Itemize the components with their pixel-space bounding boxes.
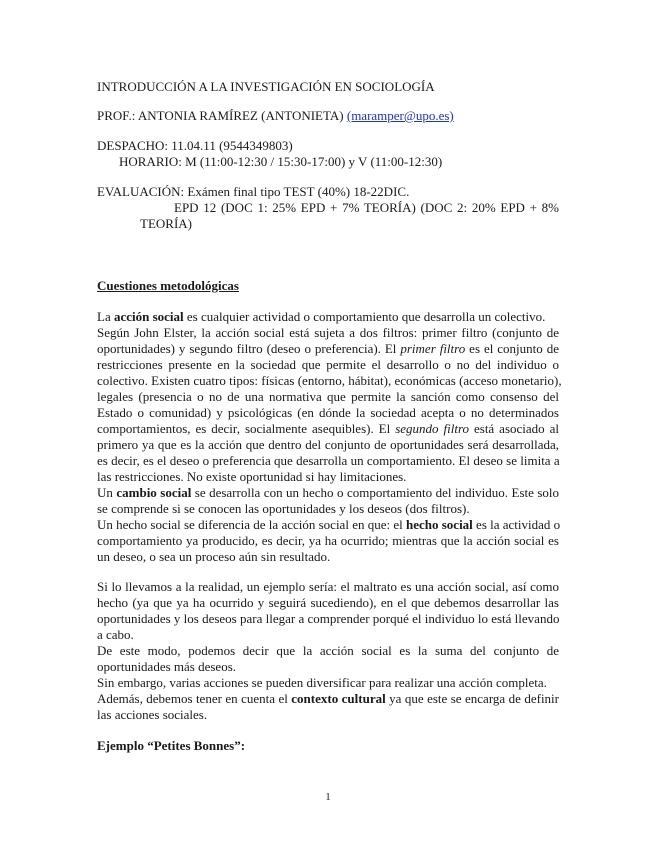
- term-cambio-social: cambio social: [116, 485, 192, 500]
- paragraph-5-line: oportunidades más deseos.: [97, 659, 237, 674]
- section-heading: Cuestiones metodológicas: [97, 278, 239, 293]
- paragraph-1-line: Según John Elster, la acción social está sujeta a dos filtros: primer filtro (conjunto de: [97, 325, 559, 340]
- term-segundo-filtro: segundo filtro: [395, 421, 470, 436]
- paragraph-5-line: De este modo, podemos decir que la acción social es la suma del conjunto de: [97, 643, 559, 658]
- example-heading: Ejemplo “Petites Bonnes”:: [97, 738, 246, 753]
- evaluation-line-2: EPD 12 (DOC 1: 25% EPD + 7% TEORÍA) (DOC 2: 20% EPD + 8%: [174, 200, 559, 215]
- course-title: INTRODUCCIÓN A LA INVESTIGACIÓN EN SOCIOLOGÍA: [97, 79, 435, 94]
- hours-line: HORARIO: M (11:00-12:30 / 15:30-17:00) y V (11:00-12:30): [119, 154, 443, 169]
- term-accion-social: acción social: [113, 309, 184, 324]
- evaluation-line-3: TEORÍA): [140, 216, 192, 231]
- term-contexto-cultural: contexto cultural: [291, 691, 386, 706]
- paragraph-7-line: Además, debemos tener en cuenta el contexto cultural ya que este se encarga de definir: [97, 691, 559, 706]
- paragraph-6-line: Sin embargo, varias acciones se pueden diversificar para realizar una acción completa.: [97, 675, 547, 690]
- professor-line: [97, 108, 454, 124]
- paragraph-1-line: primero ya que es la acción que dentro del conjunto de oportunidades será desarrollada,: [97, 437, 559, 452]
- paragraph-1-line: legales (presencia o no de una normativa que permite la sanción como consenso del: [97, 389, 559, 404]
- paragraph-2-line: se comprende si se conocen las oportunidades y los deseos (dos filtros).: [97, 501, 470, 516]
- paragraph-4-line: Si lo llevamos a la realidad, un ejemplo sería: el maltrato es una acción social, así como: [97, 579, 559, 594]
- term-primer-filtro: primer filtro: [400, 341, 466, 356]
- paragraph-1-line: es decir, es el deseo o preferencia que desarrolla un comportamiento. El deseo se limita a: [97, 453, 560, 468]
- paragraph-1-line: comportamientos, es decir, socialmente asequibles). El segundo filtro está asociado al: [97, 421, 559, 436]
- office-line: DESPACHO: 11.04.11 (9544349803): [97, 138, 293, 153]
- page-number: 1: [325, 791, 331, 803]
- evaluation-line-1: EVALUACIÓN: Exámen final tipo TEST (40%) 18-22DIC.: [97, 184, 410, 199]
- paragraph-3-line: un deseo, o sea un proceso aún sin resultado.: [97, 549, 331, 564]
- paragraph-3-line: comportamiento ya producido, es decir, ya ha ocurrido; mientras que la acción social es: [97, 533, 559, 548]
- paragraph-3-line: Un hecho social se diferencia de la acción social en que: el hecho social es la actividad o: [97, 517, 561, 532]
- paragraph-4-line: a cabo.: [97, 627, 134, 642]
- paragraph-1-line: oportunidades) y segundo filtro (deseo o preferencia). El primer filtro es el conjunto de: [97, 341, 559, 356]
- paragraph-1-line: colectivo. Existen cuatro tipos: físicas (entorno, hábitat), económicas (acceso monetario),: [97, 373, 562, 388]
- paragraph-2-line: Un cambio social se desarrolla con un hecho o comportamiento del individuo. Este solo: [97, 485, 560, 500]
- term-hecho-social: hecho social: [405, 517, 473, 532]
- professor-name: PROF.: ANTONIA RAMÍREZ (ANTONIETA): [97, 108, 344, 123]
- paragraph-1-line: Estado o comunidad) y psicológicas (en dónde la sociedad acepta o no determinados: [97, 405, 559, 420]
- professor-email-link[interactable]: (maramper@upo.es): [346, 108, 454, 123]
- paragraph-4-line: oportunidades y los deseos para llegar a comprender porqué el individuo lo está llevando: [97, 611, 560, 626]
- paragraph-1-line: restricciones presente en la sociedad que permite el desarrollo o no del individuo o: [97, 357, 559, 372]
- paragraph-1-line: las restricciones. No existe oportunidad si hay limitaciones.: [97, 469, 407, 484]
- paragraph-4-line: hecho (ya que ya ha ocurrido y seguirá sucediendo), en el que debemos desarrollar las: [97, 595, 559, 610]
- paragraph-1-line: La acción social es cualquier actividad o comportamiento que desarrolla un colectivo.: [97, 309, 546, 324]
- paragraph-7-line: las acciones sociales.: [97, 707, 208, 722]
